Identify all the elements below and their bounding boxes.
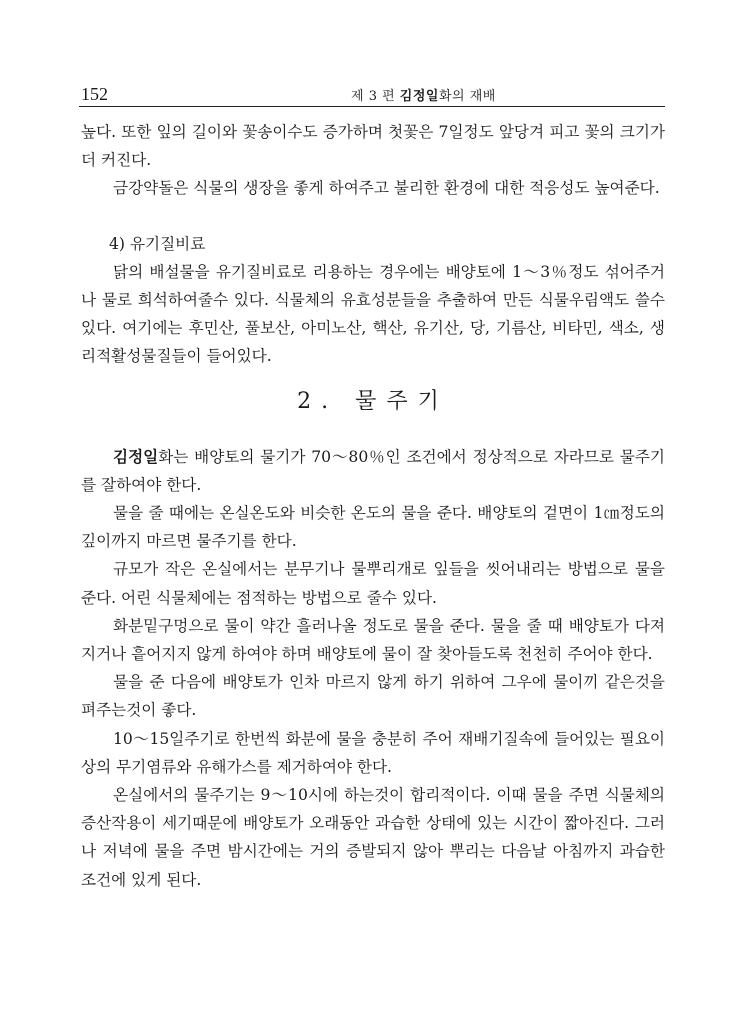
chapter-title	[351, 85, 496, 104]
paragraph: 화분밑구멍으로 물이 약간 흘러나올 정도로 물을 준다. 물을 줄 때 배양토가 다져지거나 흩어지지 않게 하여야 하며 배양토에 물이 잘 찾아들도록 천천히 주어야 한다.	[81, 616, 665, 664]
running-header	[79, 80, 665, 107]
chapter-suffix: 화의 재배	[438, 89, 496, 104]
paragraph: 닭의 배설물을 유기질비료로 리용하는 경우에는 배양토에 1～3％정도 섞어주거나 물로 희석하여줄수 있다. 식물체의 유효성분들을 추출하여 만든 식물우림액도 쓸수 있다. 여기에는 후민산, 풀보산, 아미노산, 핵산, 유기산, 당, 기름산, 비타민, 색소, 생리적활성물질들이 들어있다.	[81, 262, 665, 366]
page-body	[81, 118, 665, 894]
paragraph: 금강약돌은 식물의 생장을 좋게 하여주고 불리한 환경에 대한 적응성도 높여준다.	[113, 179, 660, 198]
chapter-name-bold: 김정일	[399, 89, 439, 104]
paragraph: 10～15일주기로 한번씩 화분에 물을 충분히 주어 재배기질속에 들어있는 필요이상의 무기염류와 유해가스를 제거하여야 한다.	[81, 729, 665, 776]
chapter-prefix: 제 3 편	[351, 89, 396, 104]
paragraph: 물을 준 다음에 배양토가 인차 마르지 않게 하기 위하여 그우에 물이끼 같은것을 펴주는것이 좋다.	[81, 673, 665, 720]
section-title: 2. 물주기	[297, 388, 449, 414]
paragraph-text: 화는 배양토의 물기가 70～80％인 조건에서 정상적으로 자라므로 물주기를 잘하여야 한다.	[81, 447, 665, 494]
paragraph: 온실에서의 물주기는 9～10시에 하는것이 합리적이다. 이때 물을 주면 식물체의 증산작용이 세기때문에 배양토가 오래동안 과습한 상태에 있는 시간이 짧아진다. 그러나 저녁에 물을 주면 밤시간에는 거의 증발되지 않아 뿌리는 다음날 아침까지 과습한 조건에 있게 된다.	[81, 786, 665, 889]
paragraph	[81, 443, 665, 499]
page-number: 152	[81, 84, 108, 104]
subsection-heading: 4) 유기질비료	[109, 234, 206, 253]
bold-name: 김정일	[113, 447, 159, 466]
paragraph: 규모가 작은 온실에서는 분무기나 물뿌리개로 잎들을 씻어내리는 방법으로 물을 준다. 어린 식물체에는 점적하는 방법으로 줄수 있다.	[81, 560, 665, 607]
paragraph: 물을 줄 때에는 온실온도와 비슷한 온도의 물을 준다. 배양토의 겉면이 1㎝정도의 깊이까지 마르면 물주기를 한다.	[81, 504, 665, 551]
paragraph-continued: 높다. 또한 잎의 길이와 꽃송이수도 증가하며 첫꽃은 7일정도 앞당겨 피고 꽃의 크기가 더 커진다.	[81, 123, 665, 170]
spacer	[81, 203, 665, 230]
